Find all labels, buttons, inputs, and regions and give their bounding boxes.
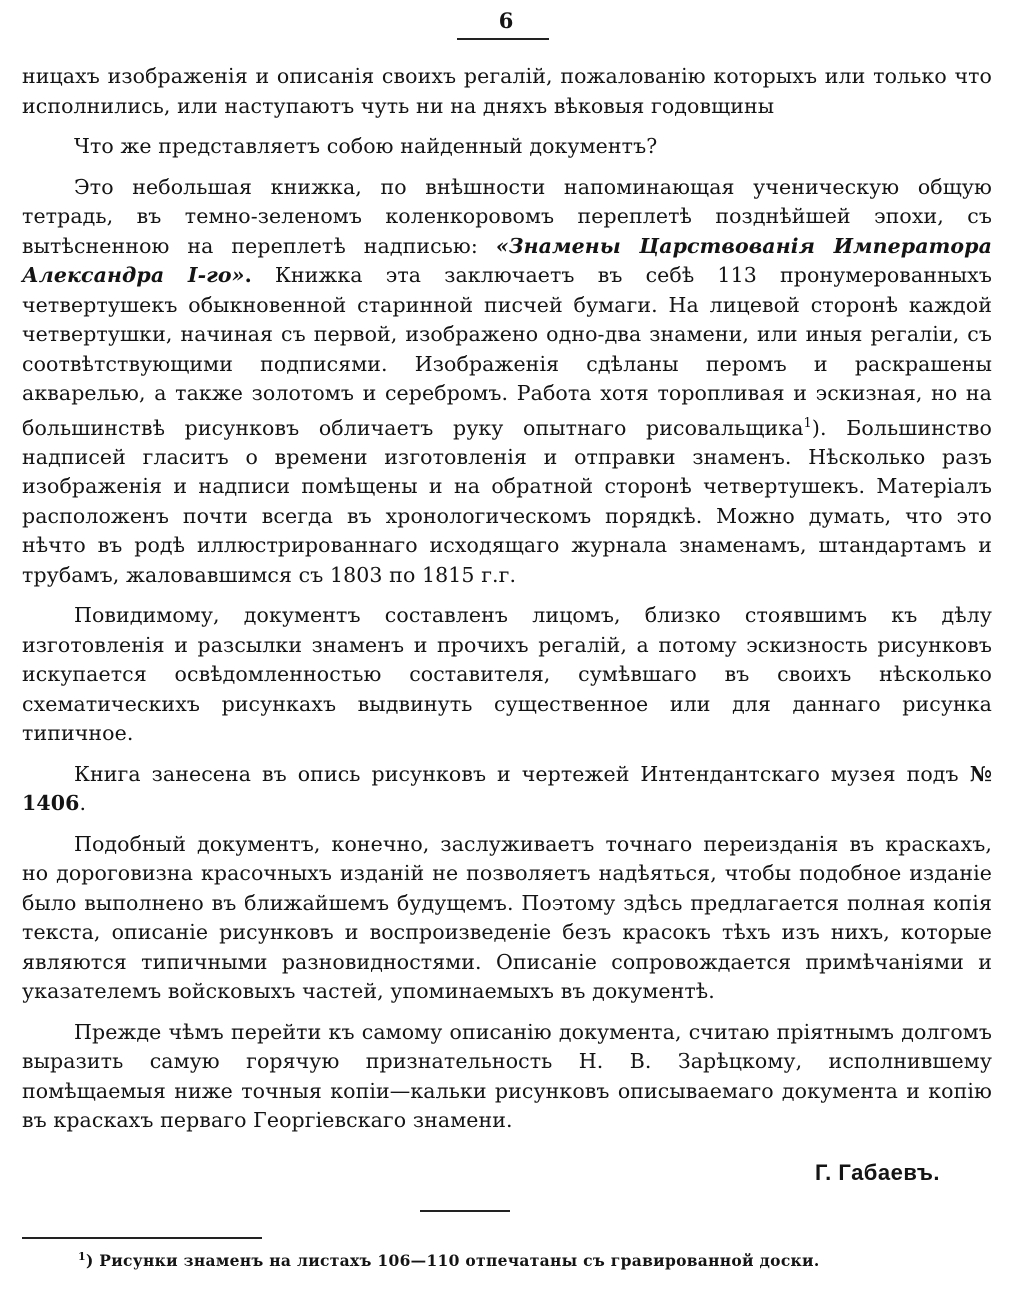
author-signature: Г. Габаевъ. [814, 1160, 940, 1185]
paragraph-author [22, 601, 992, 749]
paragraph-text: Повидимому, документъ составленъ лицомъ, близко стоявшимъ къ дѣлу изготовленія и разсылки знаменъ и прочихъ регалій, а потому эскизность рисунковъ искупается освѣдомленностью составителя, сумѣвшаго въ своихъ нѣсколько схематическихъ рисункахъ выдвинуть существенное или для даннаго рисунка типичное. [22, 603, 992, 746]
paragraph-text: ). Большинство надписей гласитъ о времени изготовленія и отправки знаменъ. Нѣсколько разъ изображенія и надписи помѣщены и на обратной сторонѣ четвертушекъ. Матеріалъ расположенъ почти всегда въ хронологическомъ порядкѣ. Можно думать, что это нѣчто въ родѣ иллюстрированнаго исходящаго журнала знаменамъ, штандартамъ и трубамъ, жаловавшимся съ 1803 по 1815 г.г. [22, 415, 992, 587]
section-divider [420, 1210, 510, 1212]
paragraph-question [22, 132, 992, 162]
paragraph-acknowledgement [22, 1018, 992, 1136]
book-title: «Знамены Царствованія Императора Александра I-го» [22, 233, 992, 287]
paragraph-reproduction [22, 830, 992, 1007]
footnote-reference: 1 [803, 415, 812, 431]
page-number: 6 [498, 8, 514, 33]
paragraph-text: Что же представляетъ собою найденный документъ? [74, 134, 658, 158]
footnote-text: ) Рисунки знаменъ на листахъ 106—110 отпечатаны съ гравированной доски. [85, 1251, 820, 1271]
paragraph-description [22, 173, 992, 591]
paragraph-continuation [22, 62, 992, 121]
paragraph-text: Книга занесена въ опись рисунковъ и чертежей Интендантскаго музея подъ [74, 761, 959, 786]
book-title-end: . [244, 263, 252, 287]
body-text [22, 62, 992, 1147]
footnote-mark: 1 [78, 1250, 86, 1263]
page-number-rule [457, 38, 549, 40]
paragraph-text: ницахъ изображенія и описанія своихъ регалій, пожалованію которыхъ или только что исполнились, или наступаютъ чуть ни на дняхъ вѣковыя годовщины [22, 64, 992, 118]
paragraph-text: Книжка эта заключаетъ въ себѣ 113 пронумерованныхъ четвертушекъ обыкновенной старинной писчей бумаги. На лицевой сторонѣ каждой четвертушки, начиная съ первой, изображено одно-два знамени, или иныя регаліи, съ соотвѣтствующими подписями. Изображенія сдѣланы перомъ и раскрашены акварелью, а также золотомъ и серебромъ. Работа хотя торопливая и эскизная, но на большинствѣ рисунковъ обличаетъ руку опытнаго рисовальщика [22, 263, 992, 440]
museum-end: . [79, 791, 87, 816]
paragraph-text: Прежде чѣмъ перейти къ самому описанію документа, считаю пріятнымъ долгомъ выразить самую горячую признательность Н. В. Зарѣцкому, исполнившему помѣщаемыя ниже точныя копіи—кальки рисунковъ описываемаго документа и копію въ краскахъ перваго Георгіевскаго знамени. [22, 1019, 992, 1133]
paragraph-text: Подобный документъ, конечно, заслуживаетъ точнаго переизданія въ краскахъ, но дороговизна красочныхъ изданій не позволяетъ надѣяться, чтобы подобное изданіе было выполнено въ ближайшемъ будущемъ. Поэтому здѣсь предлагается полная копія текста, описаніе рисунковъ и воспроизведеніе безъ красокъ тѣхъ изъ нихъ, которые являются типичными разновидностями. Описаніе сопровождается примѣчаніями и указателемъ войсковыхъ частей, упоминаемыхъ въ документѣ. [22, 831, 992, 1004]
museum-number: № 1406 [22, 761, 992, 816]
paragraph-text: Это небольшая книжка, по внѣшности напоминающая ученическую общую тетрадь, въ темно-зеленомъ коленкоровомъ переплетѣ позднѣйшей эпохи, съ вытѣсненною на переплетѣ надписью: [22, 174, 992, 258]
footnote [78, 1250, 820, 1270]
paragraph-museum [22, 760, 992, 819]
footnote-rule [22, 1237, 262, 1239]
